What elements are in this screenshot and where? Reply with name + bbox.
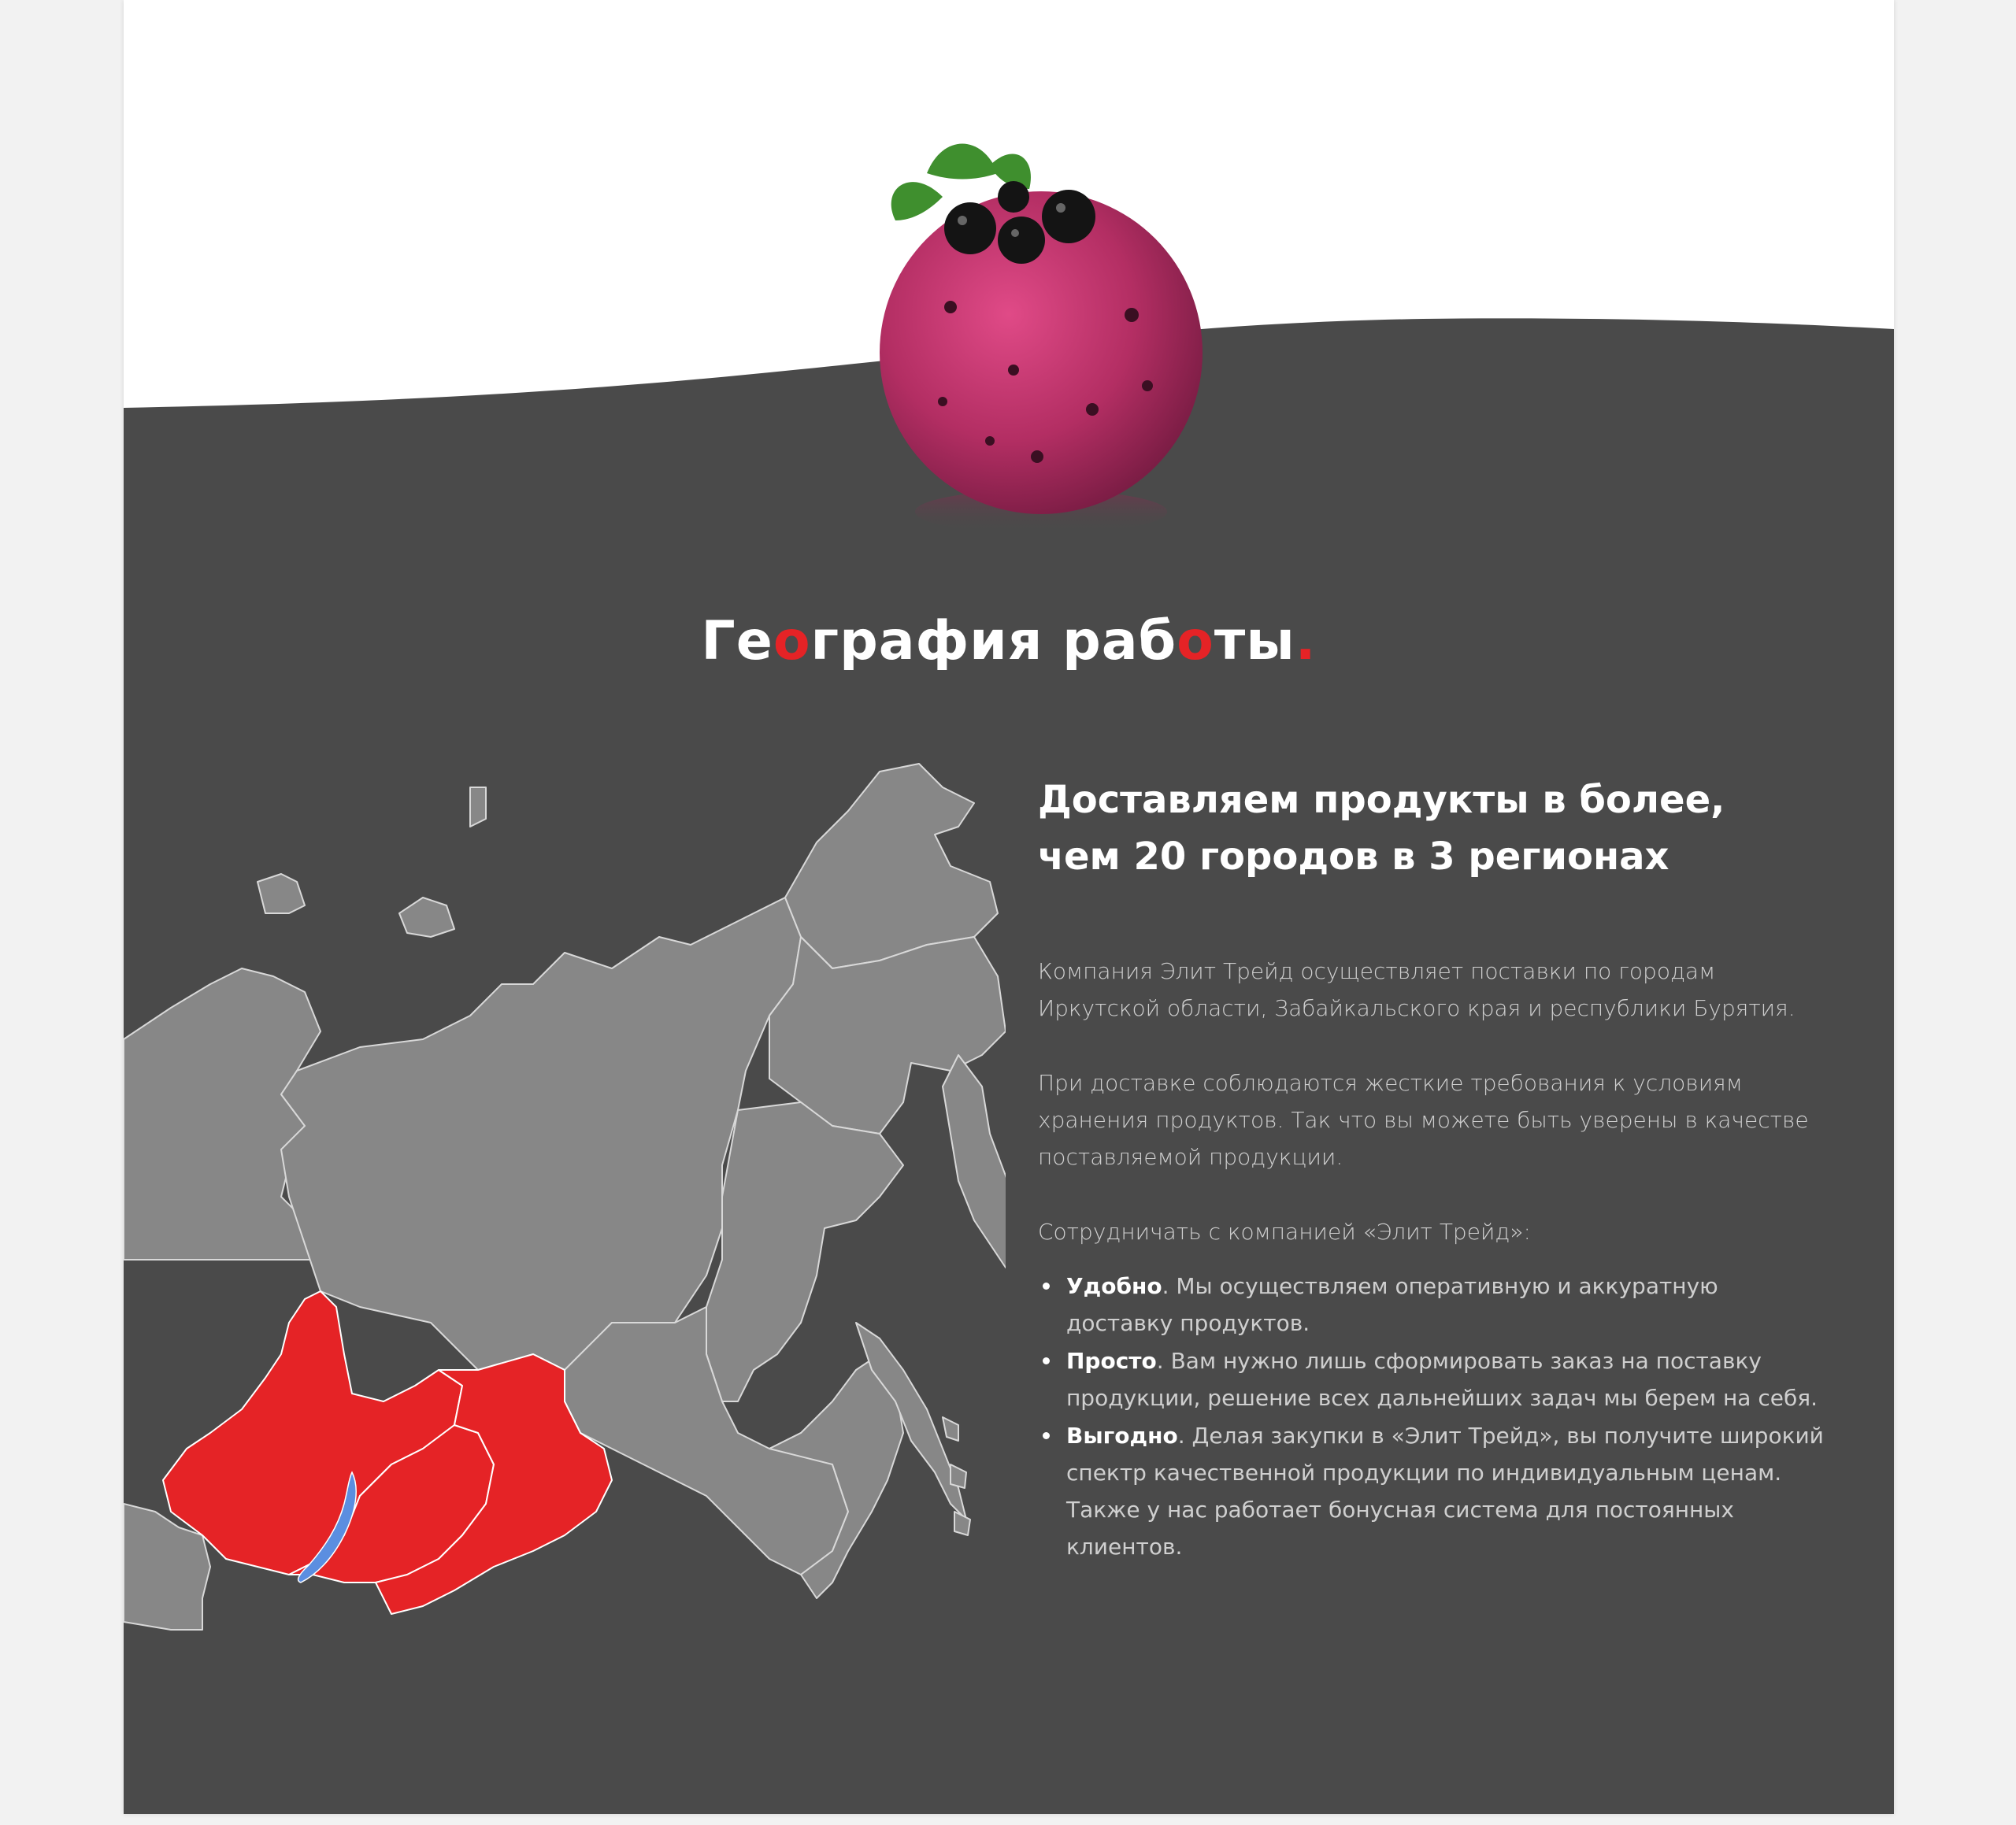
- map-region-kamchatka: [943, 1055, 1006, 1307]
- benefit-item: [1066, 1268, 1825, 1342]
- map-island-kuril-2: [951, 1464, 966, 1488]
- headline-line: чем 20 городов в 3 регионах: [1038, 835, 1670, 879]
- title-part: ты: [1214, 610, 1295, 672]
- title-part: Ге: [701, 610, 773, 672]
- title-accent-letter: о: [773, 610, 811, 672]
- benefit-term: Просто: [1066, 1348, 1157, 1374]
- ice-cream-scoop-image: [832, 102, 1250, 543]
- benefit-item: [1066, 1342, 1825, 1416]
- title-accent-dot: .: [1295, 610, 1317, 672]
- benefit-term: Удобно: [1066, 1273, 1162, 1299]
- page: [124, 0, 1894, 1814]
- title-accent-letter: о: [1177, 610, 1214, 672]
- title-part: графия раб: [810, 610, 1177, 672]
- benefit-item: [1066, 1417, 1825, 1565]
- paragraph-coverage: Компания Элит Трейд осуществляет поставки по городам Иркутской области, Забайкальского края и республики Бурятия.: [1038, 958, 1796, 1021]
- paragraph-cooperate: Сотрудничать с компанией «Элит Трейд»:: [1038, 1219, 1531, 1245]
- map-island-north-2: [399, 898, 454, 937]
- delivery-headline: [1038, 772, 1825, 885]
- regions-map: [124, 756, 1006, 1661]
- benefit-text: . Мы осуществляем оперативную и аккуратную доставку продуктов.: [1066, 1273, 1718, 1336]
- benefit-term: Выгодно: [1066, 1423, 1178, 1449]
- map-island-north-3: [470, 787, 486, 827]
- benefit-text: . Делая закупки в «Элит Трейд», вы получите широкий спектр качественной продукции по индивидуальным ценам. Также у нас работает бонусная система для постоянных клиентов.: [1066, 1423, 1824, 1560]
- map-island-kuril-3: [954, 1512, 970, 1535]
- paragraph-storage: При доставке соблюдаются жесткие требования к условиям хранения продуктов. Так что вы можете быть уверены в качестве поставляемой продукции.: [1038, 1070, 1809, 1170]
- map-island-north: [258, 874, 305, 913]
- map-region-west: [124, 968, 321, 1260]
- headline-line: Доставляем продукты в более,: [1038, 778, 1725, 822]
- section-title: [124, 610, 1894, 672]
- map-island-kuril: [943, 1417, 958, 1441]
- delivery-info: [1038, 772, 1825, 1566]
- benefit-text: . Вам нужно лишь сформировать заказ на поставку продукции, решение всех дальнейших задач мы берем на себя.: [1066, 1348, 1818, 1411]
- benefits-list: [1038, 1268, 1825, 1565]
